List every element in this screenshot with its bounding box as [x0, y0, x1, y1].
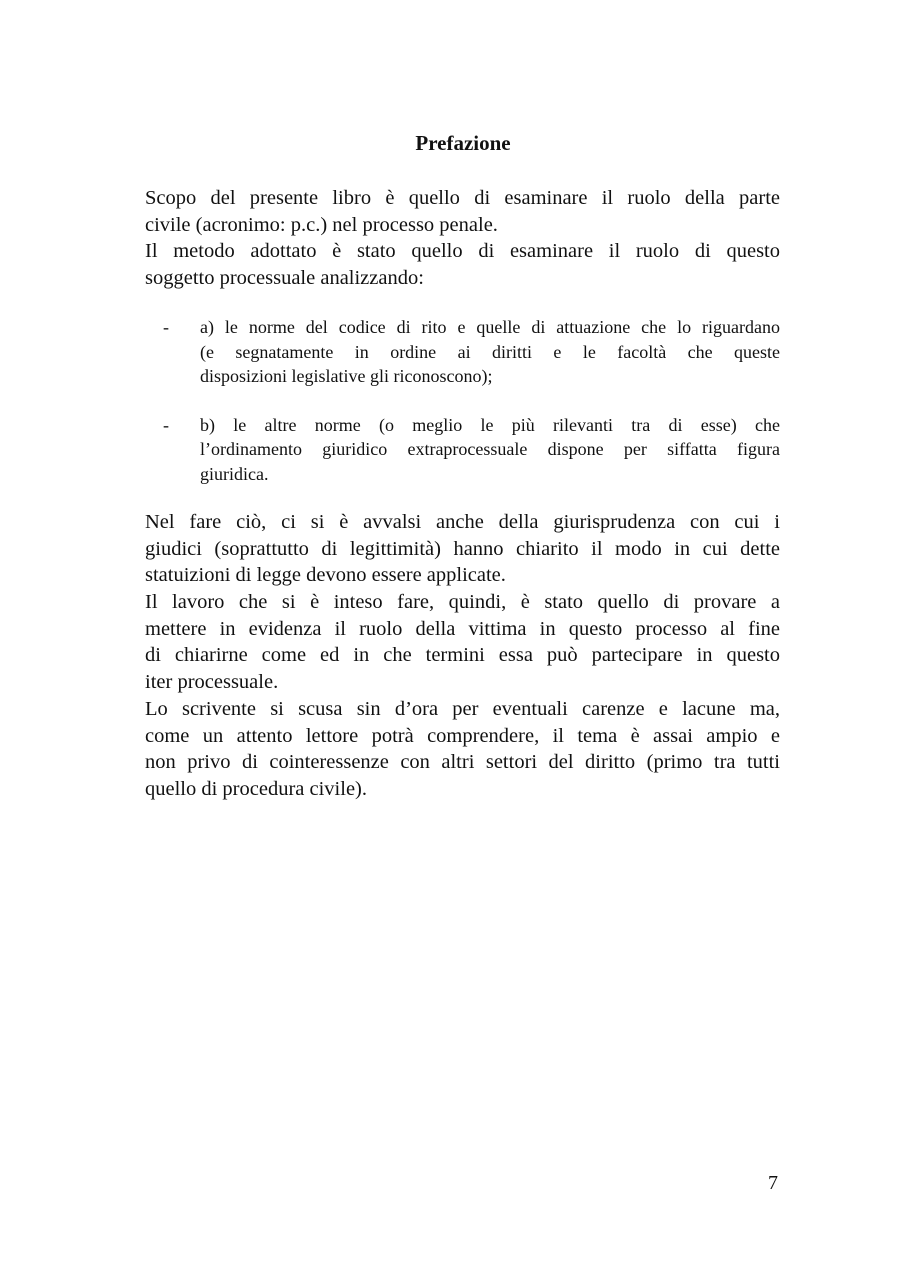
text-line-content: Il metodo adottato è stato quello di esaminare il ruolo di questo: [145, 240, 780, 263]
text-line-content: l’ordinamento giuridico extraprocessuale dispone per siffatta figura: [200, 439, 780, 459]
text-line: [145, 776, 780, 803]
text-line: [145, 509, 780, 536]
text-line: [145, 562, 780, 589]
text-line: [145, 238, 780, 265]
text-line-content: civile (acronimo: p.c.) nel processo penale.: [145, 213, 498, 236]
page-title: Prefazione: [415, 131, 511, 155]
text-line: [200, 340, 780, 365]
text-line-content: di chiarirne come ed in che termini essa può partecipare in questo: [145, 644, 780, 667]
text-line-content: Scopo del presente libro è quello di esaminare il ruolo della parte: [145, 187, 780, 209]
list-item-text: [200, 315, 780, 389]
text-line-content: disposizioni legislative gli riconoscono);: [200, 366, 493, 386]
text-line: [145, 185, 780, 212]
text-line-content: statuizioni di legge devono essere applicate.: [145, 564, 506, 587]
text-line-content: (e segnatamente in ordine ai diritti e le facoltà che queste: [200, 341, 780, 362]
bullet-list: [145, 315, 780, 510]
page-number: 7: [768, 1172, 778, 1194]
text-line: [200, 364, 780, 389]
intro-paragraphs: [145, 185, 780, 292]
text-line-content: a) le norme del codice di rito e quelle di attuazione che lo riguardano: [200, 317, 780, 337]
text-line: [145, 642, 780, 669]
text-line: [145, 669, 780, 696]
text-line: [145, 589, 780, 616]
list-item: [145, 315, 780, 389]
text-line-content: soggetto processuale analizzando:: [145, 267, 424, 290]
text-line: [145, 265, 780, 292]
text-line: [200, 462, 780, 487]
body-paragraphs: [145, 509, 780, 803]
list-item-text: [200, 413, 780, 487]
text-line-content: quello di procedura civile).: [145, 777, 367, 800]
text-line-content: non privo di cointeressenze con altri settori del diritto (primo tra tutti: [145, 751, 780, 774]
list-bullet: -: [163, 414, 169, 435]
text-line: [200, 413, 780, 438]
list-item: [145, 413, 780, 487]
text-line: [145, 723, 780, 750]
text-line-content: mettere in evidenza il ruolo della vittima in questo processo al fine: [145, 617, 780, 640]
text-line: [145, 212, 780, 239]
text-line: [145, 696, 780, 723]
text-line-content: giudici (soprattutto di legittimità) hanno chiarito il modo in cui dette: [145, 537, 780, 560]
text-line-content: Nel fare ciò, ci si è avvalsi anche della giurisprudenza con cui i: [145, 511, 780, 533]
text-line-content: Il lavoro che si è inteso fare, quindi, è stato quello di provare a: [145, 591, 780, 614]
text-line-content: b) le altre norme (o meglio le più rilevanti tra di esse) che: [200, 414, 780, 435]
text-line: [200, 315, 780, 340]
text-line-content: come un attento lettore potrà comprendere, il tema è assai ampio e: [145, 724, 780, 747]
text-line: [145, 616, 780, 643]
text-line-content: Lo scrivente si scusa sin d’ora per eventuali carenze e lacune ma,: [145, 697, 780, 720]
text-line: [145, 749, 780, 776]
text-line: [200, 437, 780, 462]
text-line: [145, 536, 780, 563]
text-line-content: giuridica.: [200, 463, 269, 484]
list-bullet: -: [163, 317, 169, 337]
text-line-content: iter processuale.: [145, 671, 279, 694]
